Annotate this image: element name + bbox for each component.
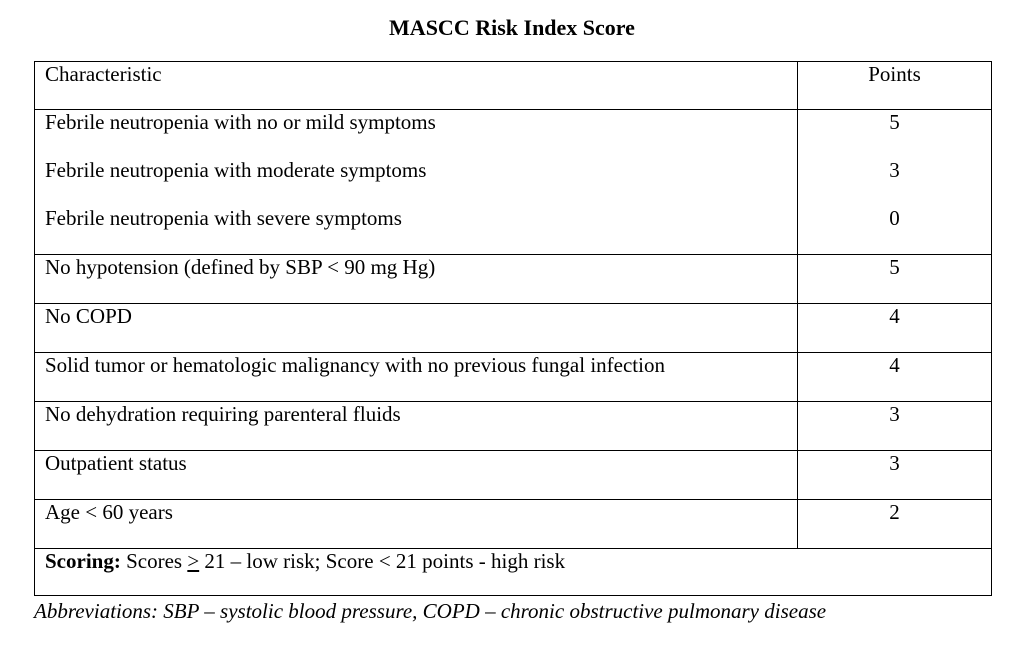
table-title: MASCC Risk Index Score (389, 15, 635, 40)
symptom-group-points (798, 110, 992, 255)
scoring-text-before: Scores (120, 549, 188, 573)
points-cell: 5 (889, 110, 900, 134)
characteristic-cell: Febrile neutropenia with moderate symptoms (45, 158, 427, 182)
scoring-label: Scoring: (45, 549, 121, 573)
mascc-risk-table (34, 61, 992, 596)
characteristic-cell: Febrile neutropenia with no or mild symptoms (45, 110, 436, 134)
header-points: Points (798, 62, 992, 110)
table-row (35, 451, 992, 500)
points-cell: 4 (798, 353, 992, 402)
characteristic-cell: Age < 60 years (35, 500, 798, 549)
points-cell: 3 (889, 158, 900, 182)
characteristic-cell: Febrile neutropenia with severe symptoms (45, 206, 402, 230)
abbreviations-note: Abbreviations: SBP – systolic blood pressure, COPD – chronic obstructive pulmonary disease (34, 599, 827, 623)
table-row (35, 304, 992, 353)
characteristic-cell: Outpatient status (35, 451, 798, 500)
symptom-group-characteristics (35, 110, 798, 255)
scoring-cell (35, 549, 992, 596)
points-cell: 3 (798, 402, 992, 451)
table-row (35, 402, 992, 451)
points-cell: 0 (889, 206, 900, 230)
geq-symbol: > (187, 549, 200, 573)
table-row (35, 353, 992, 402)
points-cell: 2 (798, 500, 992, 549)
characteristic-cell: No hypotension (defined by SBP < 90 mg Hg) (35, 255, 798, 304)
points-cell: 4 (798, 304, 992, 353)
header-characteristic: Characteristic (35, 62, 798, 110)
table-row (35, 500, 992, 549)
characteristic-cell: No dehydration requiring parenteral fluids (35, 402, 798, 451)
points-cell: 5 (798, 255, 992, 304)
characteristic-cell: No COPD (35, 304, 798, 353)
scoring-row (35, 549, 992, 596)
points-cell: 3 (798, 451, 992, 500)
symptom-group-row (35, 110, 992, 255)
characteristic-cell: Solid tumor or hematologic malignancy with no previous fungal infection (35, 353, 798, 402)
table-row (35, 255, 992, 304)
scoring-text-after: 21 – low risk; Score < 21 points - high risk (199, 549, 566, 573)
table-header-row (35, 62, 992, 110)
